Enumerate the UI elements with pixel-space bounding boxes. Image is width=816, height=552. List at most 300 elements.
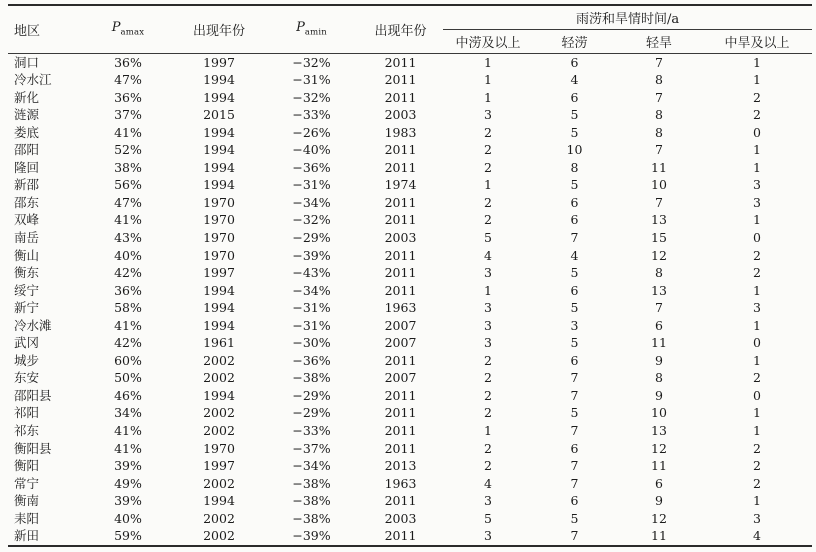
year-max-cell: 1994 xyxy=(203,124,235,140)
light-drought-cell: 7 xyxy=(655,194,663,210)
year-min-cell: 2011 xyxy=(384,352,417,368)
table-row xyxy=(8,247,812,265)
col-header-pamin xyxy=(265,5,358,53)
year-min-cell: 2011 xyxy=(384,422,417,438)
year-max-cell: 1994 xyxy=(203,72,235,88)
moderate-flood-plus-cell: 5 xyxy=(484,510,492,526)
light-flood-cell: 5 xyxy=(570,510,579,526)
table-row xyxy=(8,194,812,212)
year-max-cell: 2002 xyxy=(203,475,235,491)
pamax-cell: 36% xyxy=(114,282,142,298)
table-container xyxy=(8,4,812,547)
year-max-cell: 1994 xyxy=(203,317,235,333)
year-min-cell: 2011 xyxy=(384,282,417,298)
moderate-drought-plus-cell: 2 xyxy=(753,107,761,123)
table-row xyxy=(8,352,812,370)
light-flood-cell: 7 xyxy=(570,387,579,403)
light-drought-cell: 11 xyxy=(651,458,667,474)
year-min-cell: 2011 xyxy=(384,265,417,281)
table-row xyxy=(8,440,812,458)
pamax-subscript: amax xyxy=(120,28,145,39)
light-drought-cell: 15 xyxy=(651,229,667,245)
pamin-cell: −38% xyxy=(292,493,331,509)
pamax-cell: 39% xyxy=(114,458,142,474)
year-max-cell: 2002 xyxy=(203,352,235,368)
year-min-cell: 2013 xyxy=(384,458,417,474)
region-cell: 武冈 xyxy=(14,335,40,351)
light-drought-cell: 8 xyxy=(655,370,663,386)
moderate-drought-plus-cell: 3 xyxy=(753,194,761,210)
table-row xyxy=(8,510,812,528)
year-min-cell: 1963 xyxy=(384,300,417,316)
region-cell: 绥宁 xyxy=(14,282,40,298)
region-cell: 洞口 xyxy=(14,54,40,70)
moderate-drought-plus-cell: 2 xyxy=(753,370,761,386)
light-drought-cell: 12 xyxy=(651,440,667,456)
year-max-cell: 2002 xyxy=(203,405,235,421)
light-drought-cell: 13 xyxy=(651,212,667,228)
pamax-cell: 41% xyxy=(114,440,142,456)
moderate-flood-plus-cell: 2 xyxy=(484,194,492,210)
pamin-cell: −32% xyxy=(292,212,331,228)
moderate-drought-plus-cell: 1 xyxy=(753,212,761,228)
table-body xyxy=(8,53,812,546)
moderate-drought-plus-cell: 1 xyxy=(753,282,761,298)
year-max-cell: 1997 xyxy=(203,458,235,474)
pamin-cell: −31% xyxy=(292,177,331,193)
pamin-cell: −29% xyxy=(292,229,331,245)
table-row xyxy=(8,475,812,493)
pamin-cell: −31% xyxy=(292,72,331,88)
region-cell: 冷水滩 xyxy=(14,317,52,333)
region-cell: 新化 xyxy=(14,89,40,105)
moderate-flood-plus-cell: 5 xyxy=(484,229,492,245)
pamin-cell: −34% xyxy=(292,282,331,298)
year-max-cell: 1994 xyxy=(203,300,235,316)
light-flood-cell: 7 xyxy=(570,370,579,386)
region-cell: 衡阳 xyxy=(14,458,40,474)
year-min-cell: 2011 xyxy=(384,440,417,456)
region-cell: 邵阳 xyxy=(14,142,40,158)
table-row xyxy=(8,422,812,440)
moderate-flood-plus-cell: 3 xyxy=(484,493,492,509)
year-min-cell: 2011 xyxy=(384,54,417,70)
moderate-drought-plus-cell: 0 xyxy=(753,335,761,351)
pamax-cell: 60% xyxy=(114,352,142,368)
pamax-cell: 39% xyxy=(114,493,142,509)
year-max-cell: 2002 xyxy=(203,510,235,526)
pamin-cell: −37% xyxy=(292,440,331,456)
region-cell: 邵阳县 xyxy=(14,387,52,403)
region-cell: 新宁 xyxy=(14,300,40,316)
moderate-flood-plus-cell: 3 xyxy=(484,528,492,544)
year-max-cell: 1994 xyxy=(203,177,235,193)
light-flood-cell: 10 xyxy=(566,142,583,158)
table-row xyxy=(8,53,812,71)
pamin-cell: −32% xyxy=(292,89,331,105)
moderate-drought-plus-cell: 1 xyxy=(753,422,761,438)
light-flood-cell: 5 xyxy=(570,265,579,281)
year-min-cell: 2011 xyxy=(384,89,417,105)
year-min-cell: 2007 xyxy=(384,317,417,333)
pamax-cell: 46% xyxy=(114,387,142,403)
moderate-flood-plus-cell: 1 xyxy=(484,282,492,298)
year-max-cell: 2002 xyxy=(203,528,235,544)
light-drought-cell: 8 xyxy=(655,265,663,281)
pamax-cell: 49% xyxy=(114,475,142,491)
light-flood-cell: 7 xyxy=(570,422,579,438)
moderate-drought-plus-cell: 1 xyxy=(753,352,761,368)
table-row xyxy=(8,89,812,107)
pamin-cell: −36% xyxy=(292,352,331,368)
year-min-cell: 1974 xyxy=(384,177,417,193)
pamax-cell: 41% xyxy=(114,124,142,140)
moderate-drought-plus-cell: 3 xyxy=(753,300,761,316)
light-flood-cell: 5 xyxy=(570,405,579,421)
region-cell: 常宁 xyxy=(14,475,40,491)
year-max-cell: 1997 xyxy=(203,265,235,281)
moderate-flood-plus-cell: 3 xyxy=(484,265,492,281)
pamax-cell: 59% xyxy=(114,528,142,544)
light-flood-cell: 8 xyxy=(570,159,579,175)
light-drought-cell: 8 xyxy=(655,124,663,140)
pamin-cell: −29% xyxy=(292,387,331,403)
region-cell: 祁阳 xyxy=(14,405,40,421)
pamax-cell: 37% xyxy=(114,107,142,123)
year-max-cell: 2002 xyxy=(203,370,235,386)
light-drought-cell: 10 xyxy=(651,405,667,421)
light-flood-cell: 5 xyxy=(570,107,579,123)
col-header-light-flood: 轻涝 xyxy=(533,29,616,53)
light-drought-cell: 7 xyxy=(655,300,663,316)
light-flood-cell: 5 xyxy=(570,335,579,351)
moderate-drought-plus-cell: 1 xyxy=(753,72,761,88)
year-max-cell: 1994 xyxy=(203,493,235,509)
pamin-cell: −33% xyxy=(292,107,331,123)
table-row xyxy=(8,527,812,546)
year-max-cell: 1961 xyxy=(203,335,235,351)
light-flood-cell: 4 xyxy=(570,247,579,263)
region-cell: 祁东 xyxy=(14,422,40,438)
table-row xyxy=(8,334,812,352)
light-drought-cell: 7 xyxy=(655,142,663,158)
region-cell: 新田 xyxy=(14,528,40,544)
light-flood-cell: 7 xyxy=(570,528,579,544)
pamin-cell: −34% xyxy=(292,458,331,474)
year-max-cell: 1970 xyxy=(203,440,235,456)
pamax-symbol xyxy=(111,20,145,39)
light-flood-cell: 4 xyxy=(570,72,579,88)
table-row xyxy=(8,141,812,159)
col-header-region: 地区 xyxy=(8,5,83,53)
region-cell: 东安 xyxy=(14,370,40,386)
moderate-flood-plus-cell: 3 xyxy=(484,335,492,351)
col-header-pamax xyxy=(83,5,173,53)
year-min-cell: 2011 xyxy=(384,159,417,175)
year-min-cell: 1963 xyxy=(384,475,417,491)
year-min-cell: 2011 xyxy=(384,212,417,228)
moderate-drought-plus-cell: 2 xyxy=(753,475,761,491)
pamax-cell: 56% xyxy=(114,177,142,193)
light-drought-cell: 7 xyxy=(655,54,663,70)
col-header-moderate-drought-plus: 中旱及以上 xyxy=(702,29,812,53)
pamax-cell: 41% xyxy=(114,317,142,333)
moderate-drought-plus-cell: 3 xyxy=(753,177,761,193)
region-cell: 涟源 xyxy=(14,107,40,123)
year-max-cell: 2015 xyxy=(203,107,235,123)
year-max-cell: 1994 xyxy=(203,282,235,298)
pamin-base: P xyxy=(296,20,305,36)
moderate-flood-plus-cell: 1 xyxy=(484,72,492,88)
pamin-subscript: amin xyxy=(304,28,327,39)
moderate-flood-plus-cell: 2 xyxy=(484,352,492,368)
moderate-flood-plus-cell: 2 xyxy=(484,387,492,403)
light-flood-cell: 6 xyxy=(570,194,579,210)
moderate-drought-plus-cell: 2 xyxy=(753,247,761,263)
pamin-cell: −43% xyxy=(292,265,331,281)
pamin-cell: −30% xyxy=(292,335,331,351)
moderate-flood-plus-cell: 2 xyxy=(484,370,492,386)
pamax-cell: 40% xyxy=(114,510,142,526)
year-max-cell: 2002 xyxy=(203,422,235,438)
pamax-cell: 47% xyxy=(114,72,142,88)
moderate-flood-plus-cell: 2 xyxy=(484,124,492,140)
table-row xyxy=(8,369,812,387)
rain-drought-statistics-table xyxy=(8,4,812,547)
light-flood-cell: 7 xyxy=(570,458,579,474)
light-drought-cell: 8 xyxy=(655,107,663,123)
light-flood-cell: 5 xyxy=(570,177,579,193)
region-cell: 城步 xyxy=(14,352,40,368)
light-flood-cell: 7 xyxy=(570,475,579,491)
year-max-cell: 1994 xyxy=(203,142,235,158)
moderate-drought-plus-cell: 0 xyxy=(753,124,761,140)
year-max-cell: 1970 xyxy=(203,247,235,263)
moderate-flood-plus-cell: 3 xyxy=(484,317,492,333)
col-header-light-drought: 轻旱 xyxy=(616,29,702,53)
light-drought-cell: 8 xyxy=(655,72,663,88)
pamax-cell: 58% xyxy=(114,300,142,316)
pamin-cell: −31% xyxy=(292,300,331,316)
moderate-drought-plus-cell: 1 xyxy=(753,54,761,70)
table-row xyxy=(8,211,812,229)
table-row xyxy=(8,159,812,177)
year-max-cell: 1994 xyxy=(203,89,235,105)
pamin-cell: −38% xyxy=(292,510,331,526)
pamax-cell: 42% xyxy=(114,265,142,281)
pamin-cell: −39% xyxy=(292,528,331,544)
moderate-drought-plus-cell: 1 xyxy=(753,159,761,175)
moderate-drought-plus-cell: 1 xyxy=(753,317,761,333)
col-header-year-min: 出现年份 xyxy=(358,5,443,53)
pamin-cell: −34% xyxy=(292,194,331,210)
pamax-cell: 52% xyxy=(114,142,142,158)
pamin-cell: −39% xyxy=(292,247,331,263)
table-row xyxy=(8,492,812,510)
table-row xyxy=(8,282,812,300)
year-min-cell: 2011 xyxy=(384,387,417,403)
pamax-cell: 42% xyxy=(114,335,142,351)
year-min-cell: 2003 xyxy=(384,229,417,245)
light-drought-cell: 9 xyxy=(655,493,663,509)
pamin-cell: −36% xyxy=(292,159,331,175)
region-cell: 衡南 xyxy=(14,493,40,509)
table-row xyxy=(8,71,812,89)
light-flood-cell: 7 xyxy=(570,229,579,245)
light-flood-cell: 6 xyxy=(570,352,579,368)
moderate-flood-plus-cell: 4 xyxy=(484,247,492,263)
year-min-cell: 2011 xyxy=(384,72,417,88)
moderate-drought-plus-cell: 1 xyxy=(753,405,761,421)
moderate-drought-plus-cell: 4 xyxy=(753,528,761,544)
light-drought-cell: 13 xyxy=(651,422,667,438)
moderate-flood-plus-cell: 2 xyxy=(484,212,492,228)
light-drought-cell: 13 xyxy=(651,282,667,298)
year-min-cell: 2011 xyxy=(384,142,417,158)
light-flood-cell: 3 xyxy=(570,317,579,333)
light-flood-cell: 5 xyxy=(570,300,579,316)
year-min-cell: 2007 xyxy=(384,370,417,386)
moderate-flood-plus-cell: 2 xyxy=(484,142,492,158)
year-min-cell: 2003 xyxy=(384,107,417,123)
moderate-flood-plus-cell: 2 xyxy=(484,458,492,474)
region-cell: 邵东 xyxy=(14,194,40,210)
year-max-cell: 1994 xyxy=(203,159,235,175)
pamin-cell: −38% xyxy=(292,475,331,491)
pamax-cell: 40% xyxy=(114,247,142,263)
light-drought-cell: 11 xyxy=(651,159,667,175)
pamax-cell: 50% xyxy=(114,370,142,386)
year-max-cell: 1970 xyxy=(203,212,235,228)
year-min-cell: 2011 xyxy=(384,493,417,509)
light-flood-cell: 6 xyxy=(570,493,579,509)
moderate-drought-plus-cell: 0 xyxy=(753,387,761,403)
region-cell: 南岳 xyxy=(14,229,40,245)
light-drought-cell: 9 xyxy=(655,387,663,403)
year-min-cell: 2011 xyxy=(384,405,417,421)
table-row xyxy=(8,176,812,194)
year-max-cell: 1994 xyxy=(203,387,235,403)
light-drought-cell: 6 xyxy=(655,475,663,491)
light-flood-cell: 6 xyxy=(570,212,579,228)
light-drought-cell: 6 xyxy=(655,317,663,333)
moderate-flood-plus-cell: 2 xyxy=(484,159,492,175)
pamin-cell: −32% xyxy=(292,54,331,70)
moderate-flood-plus-cell: 3 xyxy=(484,300,492,316)
year-min-cell: 2011 xyxy=(384,528,417,544)
table-row xyxy=(8,457,812,475)
moderate-drought-plus-cell: 2 xyxy=(753,89,761,105)
light-drought-cell: 12 xyxy=(651,247,667,263)
region-cell: 衡阳县 xyxy=(14,440,52,456)
col-header-moderate-flood-plus: 中涝及以上 xyxy=(443,29,533,53)
moderate-drought-plus-cell: 2 xyxy=(753,458,761,474)
pamin-symbol xyxy=(296,20,327,39)
region-cell: 冷水江 xyxy=(14,72,52,88)
pamin-cell: −26% xyxy=(292,124,331,140)
year-max-cell: 1970 xyxy=(203,229,235,245)
year-max-cell: 1997 xyxy=(203,54,235,70)
pamin-cell: −40% xyxy=(292,142,331,158)
year-min-cell: 2007 xyxy=(384,335,417,351)
light-flood-cell: 6 xyxy=(570,440,579,456)
pamax-cell: 36% xyxy=(114,89,142,105)
pamax-cell: 41% xyxy=(114,212,142,228)
moderate-flood-plus-cell: 1 xyxy=(484,177,492,193)
pamax-cell: 47% xyxy=(114,194,142,210)
pamin-cell: −29% xyxy=(292,405,331,421)
table-row xyxy=(8,264,812,282)
region-cell: 衡山 xyxy=(14,247,40,263)
moderate-drought-plus-cell: 0 xyxy=(753,229,761,245)
region-cell: 新邵 xyxy=(14,177,40,193)
pamax-cell: 41% xyxy=(114,422,142,438)
light-flood-cell: 5 xyxy=(570,124,579,140)
table-row xyxy=(8,404,812,422)
year-min-cell: 1983 xyxy=(384,124,417,140)
moderate-drought-plus-cell: 1 xyxy=(753,142,761,158)
pamax-cell: 36% xyxy=(114,54,142,70)
pamax-cell: 38% xyxy=(114,159,142,175)
light-drought-cell: 11 xyxy=(651,528,667,544)
pamax-cell: 43% xyxy=(114,229,142,245)
light-flood-cell: 6 xyxy=(570,282,579,298)
region-cell: 隆回 xyxy=(14,159,40,175)
pamin-cell: −38% xyxy=(292,370,331,386)
col-header-year-max: 出现年份 xyxy=(173,5,265,53)
light-drought-cell: 12 xyxy=(651,510,667,526)
light-drought-cell: 11 xyxy=(651,335,667,351)
pamax-base: P xyxy=(111,20,121,36)
table-row xyxy=(8,124,812,142)
table-row xyxy=(8,299,812,317)
pamin-cell: −33% xyxy=(292,422,331,438)
moderate-drought-plus-cell: 2 xyxy=(753,265,761,281)
moderate-flood-plus-cell: 1 xyxy=(484,54,492,70)
table-row xyxy=(8,229,812,247)
light-drought-cell: 7 xyxy=(655,89,663,105)
region-cell: 双峰 xyxy=(14,212,40,228)
moderate-flood-plus-cell: 4 xyxy=(484,475,492,491)
light-drought-cell: 10 xyxy=(651,177,667,193)
year-min-cell: 2003 xyxy=(384,510,417,526)
table-row xyxy=(8,317,812,335)
moderate-flood-plus-cell: 2 xyxy=(484,440,492,456)
pamin-cell: −31% xyxy=(292,317,331,333)
moderate-flood-plus-cell: 3 xyxy=(484,107,492,123)
header-row-group xyxy=(8,5,812,29)
light-flood-cell: 6 xyxy=(570,54,579,70)
year-min-cell: 2011 xyxy=(384,247,417,263)
col-header-group-rain-drought-time: 雨涝和旱情时间/a xyxy=(443,5,812,29)
year-max-cell: 1970 xyxy=(203,194,235,210)
moderate-flood-plus-cell: 1 xyxy=(484,89,492,105)
region-cell: 衡东 xyxy=(14,265,40,281)
moderate-drought-plus-cell: 3 xyxy=(753,510,761,526)
light-drought-cell: 9 xyxy=(655,352,663,368)
region-cell: 娄底 xyxy=(14,124,40,140)
year-min-cell: 2011 xyxy=(384,194,417,210)
moderate-flood-plus-cell: 2 xyxy=(484,405,492,421)
moderate-drought-plus-cell: 1 xyxy=(753,493,761,509)
region-cell: 耒阳 xyxy=(14,510,40,526)
light-flood-cell: 6 xyxy=(570,89,579,105)
table-row xyxy=(8,387,812,405)
moderate-drought-plus-cell: 2 xyxy=(753,440,761,456)
table-row xyxy=(8,106,812,124)
moderate-flood-plus-cell: 1 xyxy=(484,422,492,438)
pamax-cell: 34% xyxy=(114,405,142,421)
